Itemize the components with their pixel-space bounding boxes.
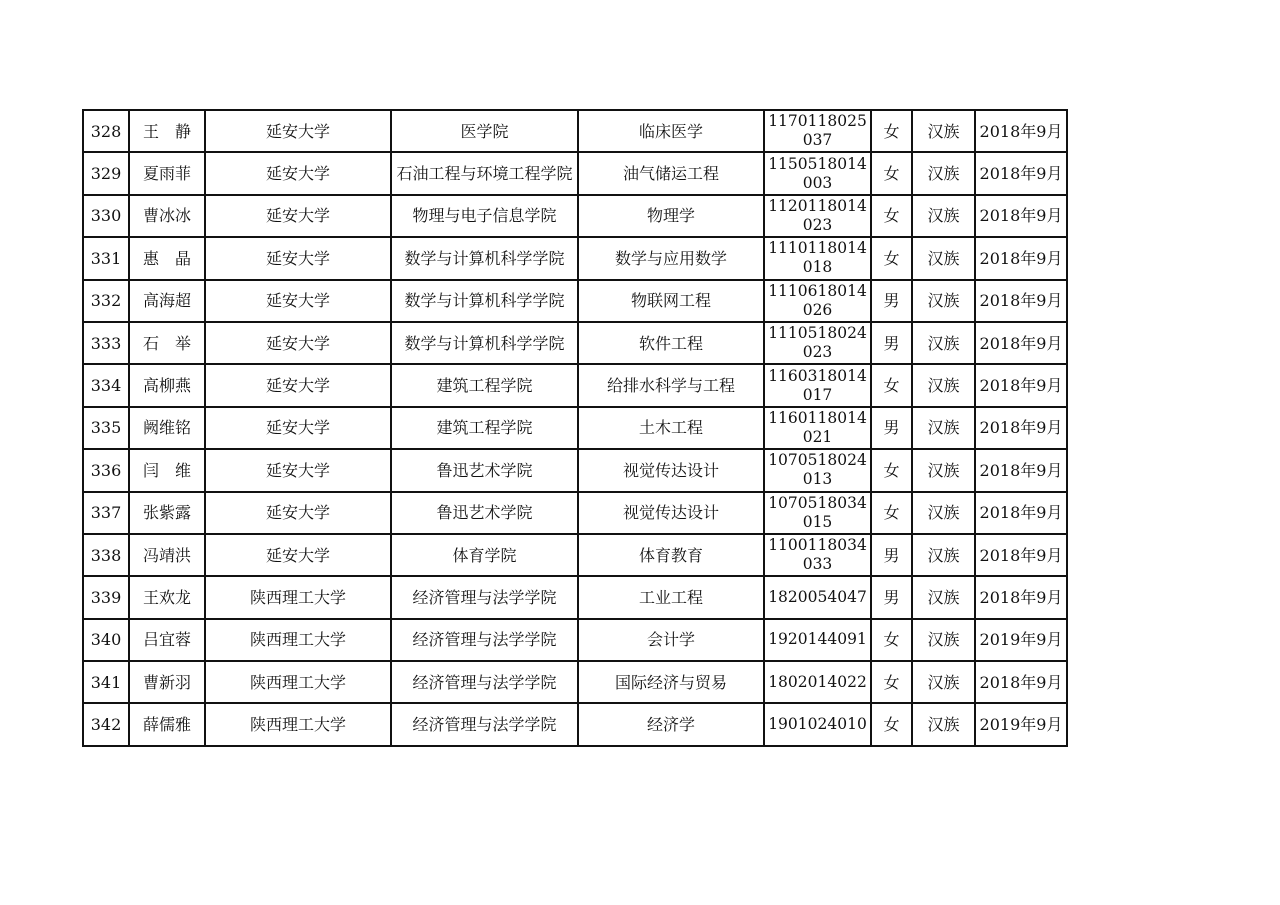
cell-ethnicity: 汉族 [912, 619, 975, 661]
cell-gender: 女 [871, 449, 912, 491]
cell-ethnicity: 汉族 [912, 195, 975, 237]
cell-student-id [764, 407, 871, 449]
cell-college: 经济管理与法学学院 [391, 619, 578, 661]
cell-gender: 女 [871, 492, 912, 534]
cell-gender: 男 [871, 407, 912, 449]
cell-college: 鲁迅艺术学院 [391, 449, 578, 491]
cell-major: 经济学 [578, 703, 764, 745]
cell-major: 油气储运工程 [578, 152, 764, 194]
cell-number: 332 [83, 280, 129, 322]
student-id-text: 1820054047 [768, 587, 867, 606]
cell-enroll-date: 2018年9月 [975, 449, 1067, 491]
table-row [83, 619, 1067, 661]
cell-university: 延安大学 [205, 534, 391, 576]
table-row [83, 534, 1067, 576]
cell-enroll-date: 2018年9月 [975, 322, 1067, 364]
cell-gender: 女 [871, 152, 912, 194]
cell-name: 曹新羽 [129, 661, 205, 703]
cell-enroll-date: 2018年9月 [975, 407, 1067, 449]
table-row [83, 703, 1067, 745]
cell-college: 医学院 [391, 110, 578, 152]
cell-major: 临床医学 [578, 110, 764, 152]
cell-college: 经济管理与法学学院 [391, 661, 578, 703]
table-row [83, 322, 1067, 364]
cell-college: 建筑工程学院 [391, 407, 578, 449]
cell-gender: 男 [871, 280, 912, 322]
cell-major: 软件工程 [578, 322, 764, 364]
table-row [83, 661, 1067, 703]
cell-college: 建筑工程学院 [391, 364, 578, 406]
cell-name: 张紫露 [129, 492, 205, 534]
student-id-text: 1110518024023 [768, 324, 867, 362]
cell-name: 高柳燕 [129, 364, 205, 406]
cell-university: 延安大学 [205, 152, 391, 194]
cell-student-id [764, 195, 871, 237]
cell-university: 延安大学 [205, 449, 391, 491]
student-id-text: 1160118014021 [768, 408, 867, 446]
cell-enroll-date: 2018年9月 [975, 534, 1067, 576]
cell-student-id [764, 492, 871, 534]
cell-enroll-date: 2018年9月 [975, 237, 1067, 279]
cell-ethnicity: 汉族 [912, 534, 975, 576]
cell-gender: 女 [871, 703, 912, 745]
cell-number: 330 [83, 195, 129, 237]
cell-student-id [764, 364, 871, 406]
cell-gender: 女 [871, 661, 912, 703]
cell-name: 冯靖洪 [129, 534, 205, 576]
cell-university: 延安大学 [205, 110, 391, 152]
cell-enroll-date: 2018年9月 [975, 280, 1067, 322]
cell-name: 薛儒雅 [129, 703, 205, 745]
cell-enroll-date: 2018年9月 [975, 661, 1067, 703]
table-row [83, 449, 1067, 491]
cell-name: 石 举 [129, 322, 205, 364]
cell-major: 物理学 [578, 195, 764, 237]
cell-major: 给排水科学与工程 [578, 364, 764, 406]
cell-gender: 男 [871, 576, 912, 618]
cell-student-id [764, 322, 871, 364]
cell-university: 陕西理工大学 [205, 619, 391, 661]
table-row [83, 492, 1067, 534]
cell-ethnicity: 汉族 [912, 703, 975, 745]
student-id-text: 1920144091 [768, 630, 867, 649]
cell-number: 337 [83, 492, 129, 534]
cell-number: 328 [83, 110, 129, 152]
cell-college: 物理与电子信息学院 [391, 195, 578, 237]
cell-college: 石油工程与环境工程学院 [391, 152, 578, 194]
cell-gender: 男 [871, 534, 912, 576]
cell-college: 数学与计算机科学学院 [391, 322, 578, 364]
cell-university: 延安大学 [205, 195, 391, 237]
cell-student-id [764, 280, 871, 322]
cell-number: 335 [83, 407, 129, 449]
cell-ethnicity: 汉族 [912, 407, 975, 449]
cell-student-id [764, 703, 871, 745]
cell-university: 延安大学 [205, 322, 391, 364]
cell-student-id [764, 576, 871, 618]
table-row [83, 110, 1067, 152]
cell-student-id [764, 110, 871, 152]
cell-ethnicity: 汉族 [912, 449, 975, 491]
cell-ethnicity: 汉族 [912, 280, 975, 322]
student-id-text: 1110618014026 [768, 281, 867, 319]
cell-ethnicity: 汉族 [912, 237, 975, 279]
student-id-text: 1150518014003 [768, 154, 867, 192]
cell-college: 数学与计算机科学学院 [391, 280, 578, 322]
student-id-text: 1120118014023 [768, 196, 867, 234]
cell-ethnicity: 汉族 [912, 576, 975, 618]
cell-number: 342 [83, 703, 129, 745]
cell-enroll-date: 2018年9月 [975, 492, 1067, 534]
student-id-text: 1070518024013 [768, 451, 867, 489]
cell-student-id [764, 534, 871, 576]
cell-ethnicity: 汉族 [912, 492, 975, 534]
cell-gender: 女 [871, 364, 912, 406]
student-id-text: 1901024010 [768, 715, 867, 734]
cell-major: 视觉传达设计 [578, 449, 764, 491]
table-row [83, 407, 1067, 449]
student-id-text: 1170118025037 [768, 112, 867, 150]
cell-major: 会计学 [578, 619, 764, 661]
cell-major: 土木工程 [578, 407, 764, 449]
cell-university: 延安大学 [205, 407, 391, 449]
cell-student-id [764, 661, 871, 703]
table-row [83, 237, 1067, 279]
cell-major: 工业工程 [578, 576, 764, 618]
table-row [83, 364, 1067, 406]
cell-enroll-date: 2018年9月 [975, 110, 1067, 152]
cell-gender: 男 [871, 322, 912, 364]
cell-number: 338 [83, 534, 129, 576]
cell-name: 阙维铭 [129, 407, 205, 449]
cell-name: 高海超 [129, 280, 205, 322]
cell-enroll-date: 2018年9月 [975, 576, 1067, 618]
cell-university: 延安大学 [205, 492, 391, 534]
cell-student-id [764, 152, 871, 194]
table-row [83, 576, 1067, 618]
cell-name: 闫 维 [129, 449, 205, 491]
cell-enroll-date: 2018年9月 [975, 364, 1067, 406]
cell-number: 341 [83, 661, 129, 703]
cell-ethnicity: 汉族 [912, 110, 975, 152]
cell-number: 340 [83, 619, 129, 661]
table-row [83, 152, 1067, 194]
cell-university: 陕西理工大学 [205, 661, 391, 703]
student-id-text: 1110118014018 [768, 239, 867, 277]
cell-college: 经济管理与法学学院 [391, 703, 578, 745]
cell-ethnicity: 汉族 [912, 364, 975, 406]
cell-enroll-date: 2018年9月 [975, 152, 1067, 194]
cell-number: 333 [83, 322, 129, 364]
cell-student-id [764, 449, 871, 491]
cell-university: 延安大学 [205, 280, 391, 322]
cell-name: 吕宜蓉 [129, 619, 205, 661]
table-body [83, 110, 1067, 746]
cell-student-id [764, 619, 871, 661]
cell-enroll-date: 2019年9月 [975, 703, 1067, 745]
cell-university: 延安大学 [205, 364, 391, 406]
cell-name: 王欢龙 [129, 576, 205, 618]
student-id-text: 1802014022 [768, 672, 867, 691]
cell-name: 夏雨菲 [129, 152, 205, 194]
student-id-text: 1100118034033 [768, 536, 867, 574]
cell-ethnicity: 汉族 [912, 661, 975, 703]
table-row [83, 280, 1067, 322]
cell-number: 331 [83, 237, 129, 279]
cell-enroll-date: 2018年9月 [975, 195, 1067, 237]
cell-number: 329 [83, 152, 129, 194]
cell-major: 体育教育 [578, 534, 764, 576]
cell-college: 鲁迅艺术学院 [391, 492, 578, 534]
cell-college: 数学与计算机科学学院 [391, 237, 578, 279]
cell-college: 体育学院 [391, 534, 578, 576]
table-row [83, 195, 1067, 237]
cell-gender: 女 [871, 237, 912, 279]
cell-enroll-date: 2019年9月 [975, 619, 1067, 661]
cell-major: 国际经济与贸易 [578, 661, 764, 703]
cell-name: 王 静 [129, 110, 205, 152]
cell-gender: 女 [871, 619, 912, 661]
student-id-text: 1070518034015 [768, 493, 867, 531]
cell-number: 339 [83, 576, 129, 618]
cell-gender: 女 [871, 195, 912, 237]
cell-college: 经济管理与法学学院 [391, 576, 578, 618]
cell-major: 数学与应用数学 [578, 237, 764, 279]
student-table [82, 109, 1068, 747]
cell-university: 延安大学 [205, 237, 391, 279]
cell-number: 336 [83, 449, 129, 491]
cell-name: 惠 晶 [129, 237, 205, 279]
cell-name: 曹冰冰 [129, 195, 205, 237]
cell-major: 视觉传达设计 [578, 492, 764, 534]
cell-gender: 女 [871, 110, 912, 152]
cell-student-id [764, 237, 871, 279]
cell-major: 物联网工程 [578, 280, 764, 322]
cell-ethnicity: 汉族 [912, 322, 975, 364]
cell-university: 陕西理工大学 [205, 576, 391, 618]
cell-university: 陕西理工大学 [205, 703, 391, 745]
cell-ethnicity: 汉族 [912, 152, 975, 194]
student-id-text: 1160318014017 [768, 366, 867, 404]
cell-number: 334 [83, 364, 129, 406]
